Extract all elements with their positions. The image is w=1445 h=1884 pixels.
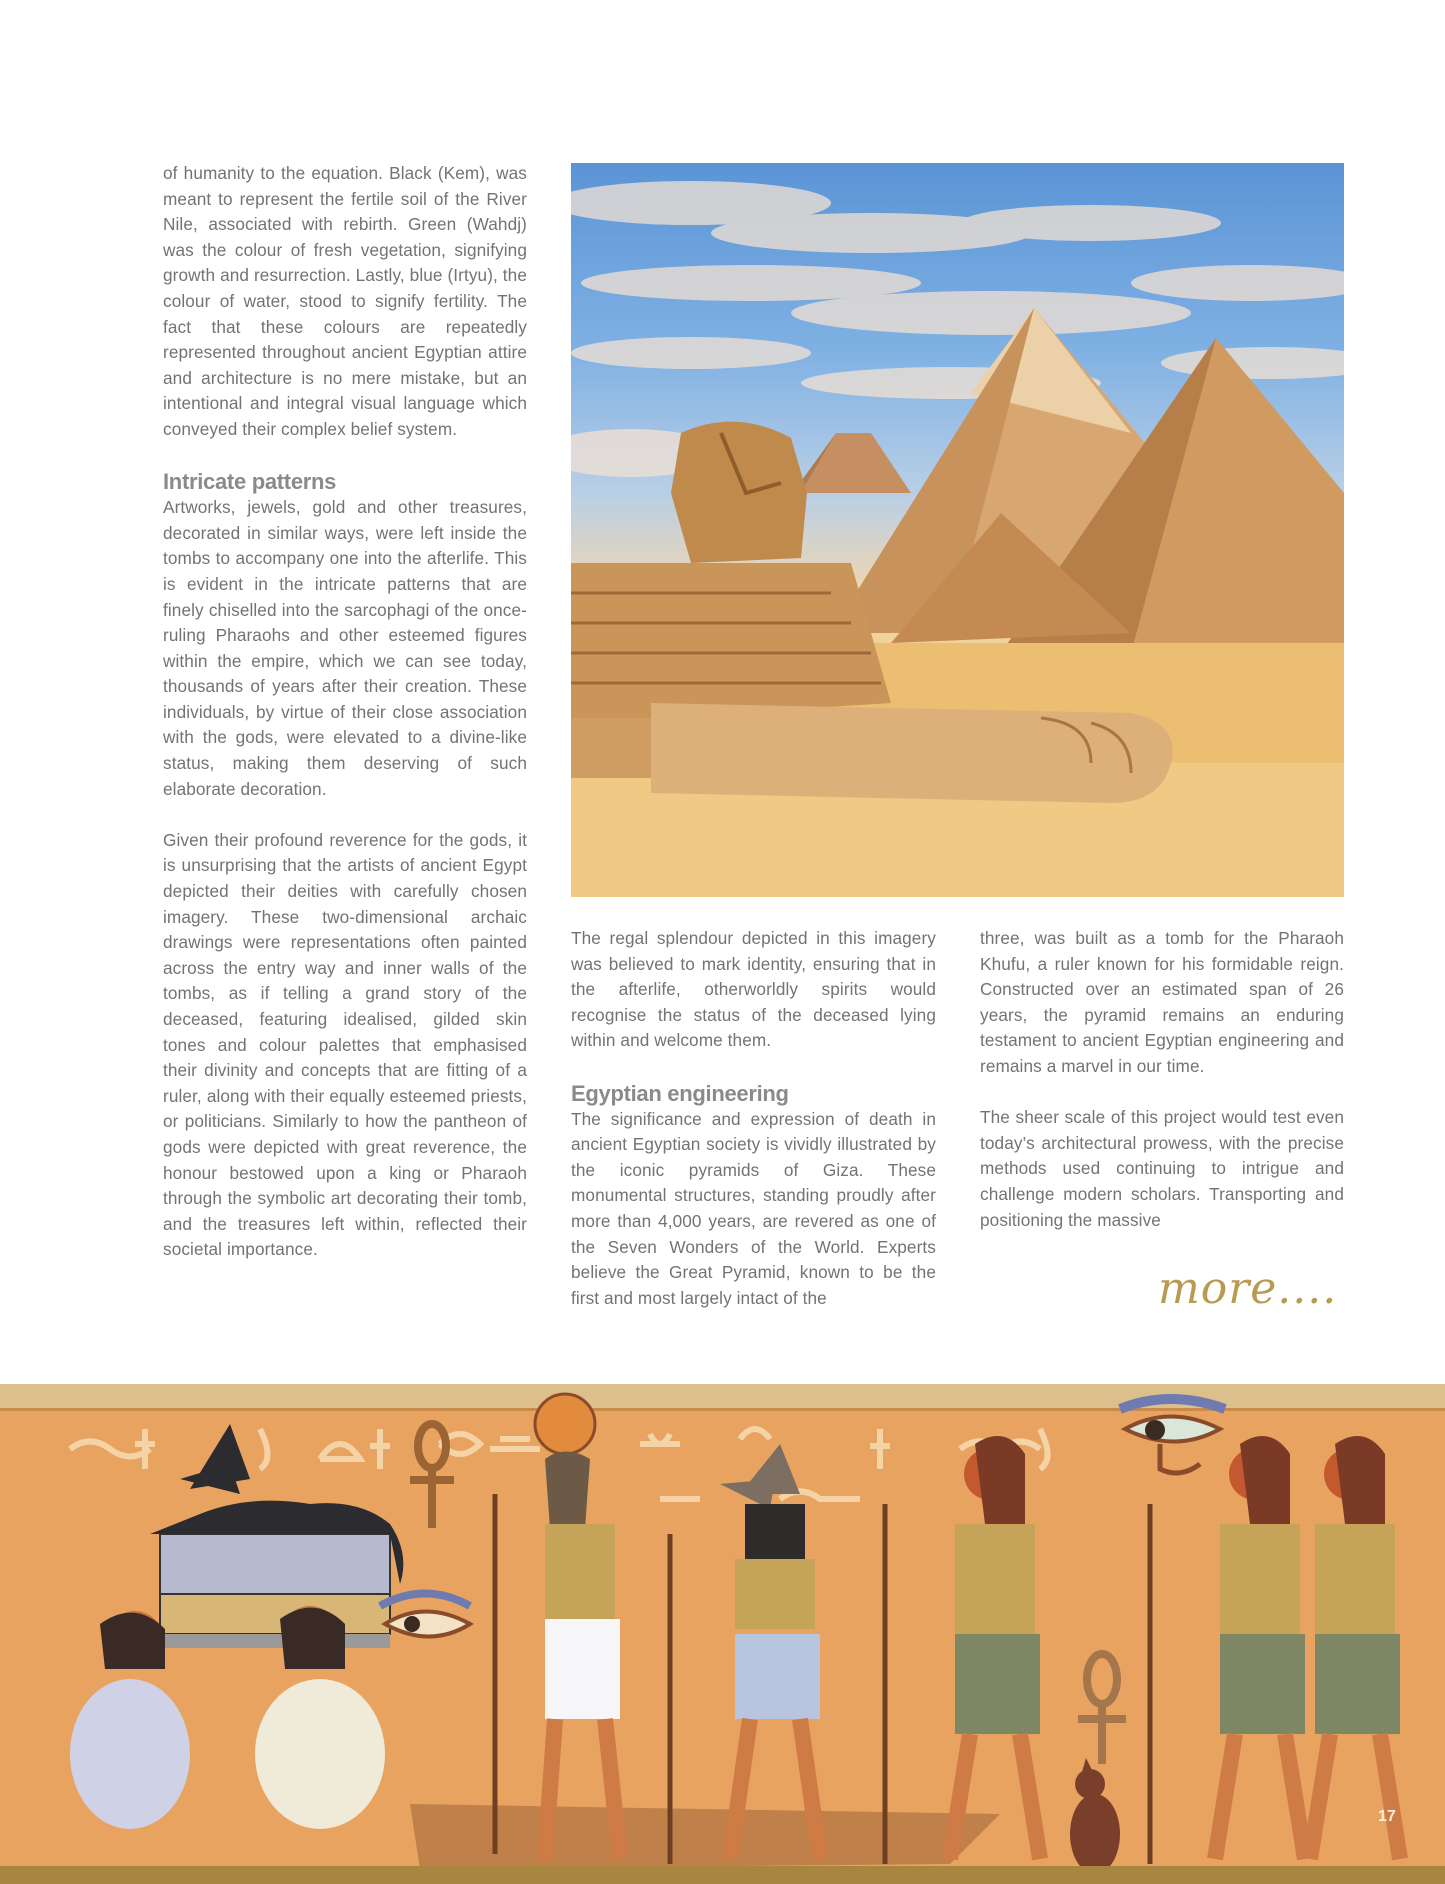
servant-figures-icon bbox=[885, 1436, 1400, 1864]
regal-paragraph: The regal splendour depicted in this imagery was believed to mark identity, ensuring that in the afterlife, otherworldly spirits would recognise the status of the deceased lying within and welcome them. bbox=[571, 928, 936, 1051]
right-text-column bbox=[980, 926, 1344, 1233]
engineering-paragraph: The significance and expression of death in ancient Egyptian society is vividly illustrated by the iconic pyramids of Giza. These monumental structures, standing proudly after more than 4,000 years, are revered as one of the Seven Wonders of the World. Experts believe the Great Pyramid, known to be the first and most largely intact of the bbox=[571, 1108, 936, 1308]
mural-illustration bbox=[0, 1384, 1445, 1884]
pyramids-sphinx-photo bbox=[571, 163, 1344, 897]
ankh-icon bbox=[410, 1424, 454, 1528]
page-number: 17 bbox=[1378, 1808, 1396, 1825]
left-text-column bbox=[163, 161, 527, 1263]
eye-of-horus-icon bbox=[380, 1594, 470, 1637]
khufu-paragraph: three, was built as a tomb for the Pharaoh Khufu, a ruler known for his formidable reign. Constructed over an estimated span of 26 years, the pyramid remains an enduring testament to ancient Egyptian engineering and remains a marvel in our time. bbox=[980, 928, 1344, 1076]
egyptian-engineering-heading: Egyptian engineering bbox=[571, 1080, 789, 1106]
anubis-figure-icon bbox=[670, 1444, 820, 1864]
cat-icon bbox=[1070, 1758, 1120, 1874]
egyptian-mural-banner bbox=[0, 1384, 1445, 1884]
banner-bottom-band bbox=[0, 1866, 1445, 1884]
reverence-paragraph: Given their profound reverence for the gods, it is unsurprising that the artists of ancient Egypt depicted their deities with carefully chosen imagery. These two-dimensional archaic drawings were representations often painted across the entry way and inner walls of the tombs, as if telling a grand story of the deceased, featuring idealised, gilded skin tones and colour palettes that emphasised their divinity and concepts that are fitting of a ruler, along with their equally esteemed priests, or politicians. Similarly to how the pantheon of gods were depicted with great reverence, the honour bestowed upon a king or Pharaoh through the symbolic art decorating their tomb, and the treasures left within, reflected their societal importance. bbox=[163, 829, 527, 1260]
scale-paragraph: The sheer scale of this project would test even today’s architectural prowess, with the precise methods used continuing to intrigue and challenge modern scholars. Transporting and positioning the massive bbox=[980, 1107, 1344, 1230]
anubis-shrine-icon bbox=[150, 1424, 403, 1648]
intro-paragraph: of humanity to the equation. Black (Kem), was meant to represent the fertile soil of the River Nile, associated with rebirth. Green (Wahdj) was the colour of fresh vegetation, signifying growth and resurrection. Lastly, blue (Irtyu), the colour of water, stood to signify fertility. The fact that these colours are repeatedly represented throughout ancient Egyptian attire and architecture is no mere mistake, but an intentional and integral visual language which conveyed their complex belief system. bbox=[163, 163, 527, 439]
horus-figure-icon bbox=[495, 1394, 620, 1859]
intricate-patterns-heading: Intricate patterns bbox=[163, 469, 337, 495]
ankh-icon bbox=[1078, 1654, 1126, 1764]
pyramids-illustration bbox=[571, 163, 1344, 897]
eye-of-horus-icon bbox=[1120, 1399, 1225, 1473]
more-continue-link[interactable]: more.... bbox=[1158, 1263, 1338, 1314]
middle-text-column bbox=[571, 926, 936, 1311]
patterns-paragraph: Artworks, jewels, gold and other treasures, decorated in similar ways, were left inside the tombs to accompany one into the afterlife. This is evident in the intricate patterns that are finely chiselled into the sarcophagi of the once-ruling Pharaohs and other esteemed figures within the empire, which we can see today, thousands of years after their creation. These individuals, by virtue of their close association with the gods, were elevated to a divine-like status, making them deserving of such elaborate decoration. bbox=[163, 497, 527, 799]
